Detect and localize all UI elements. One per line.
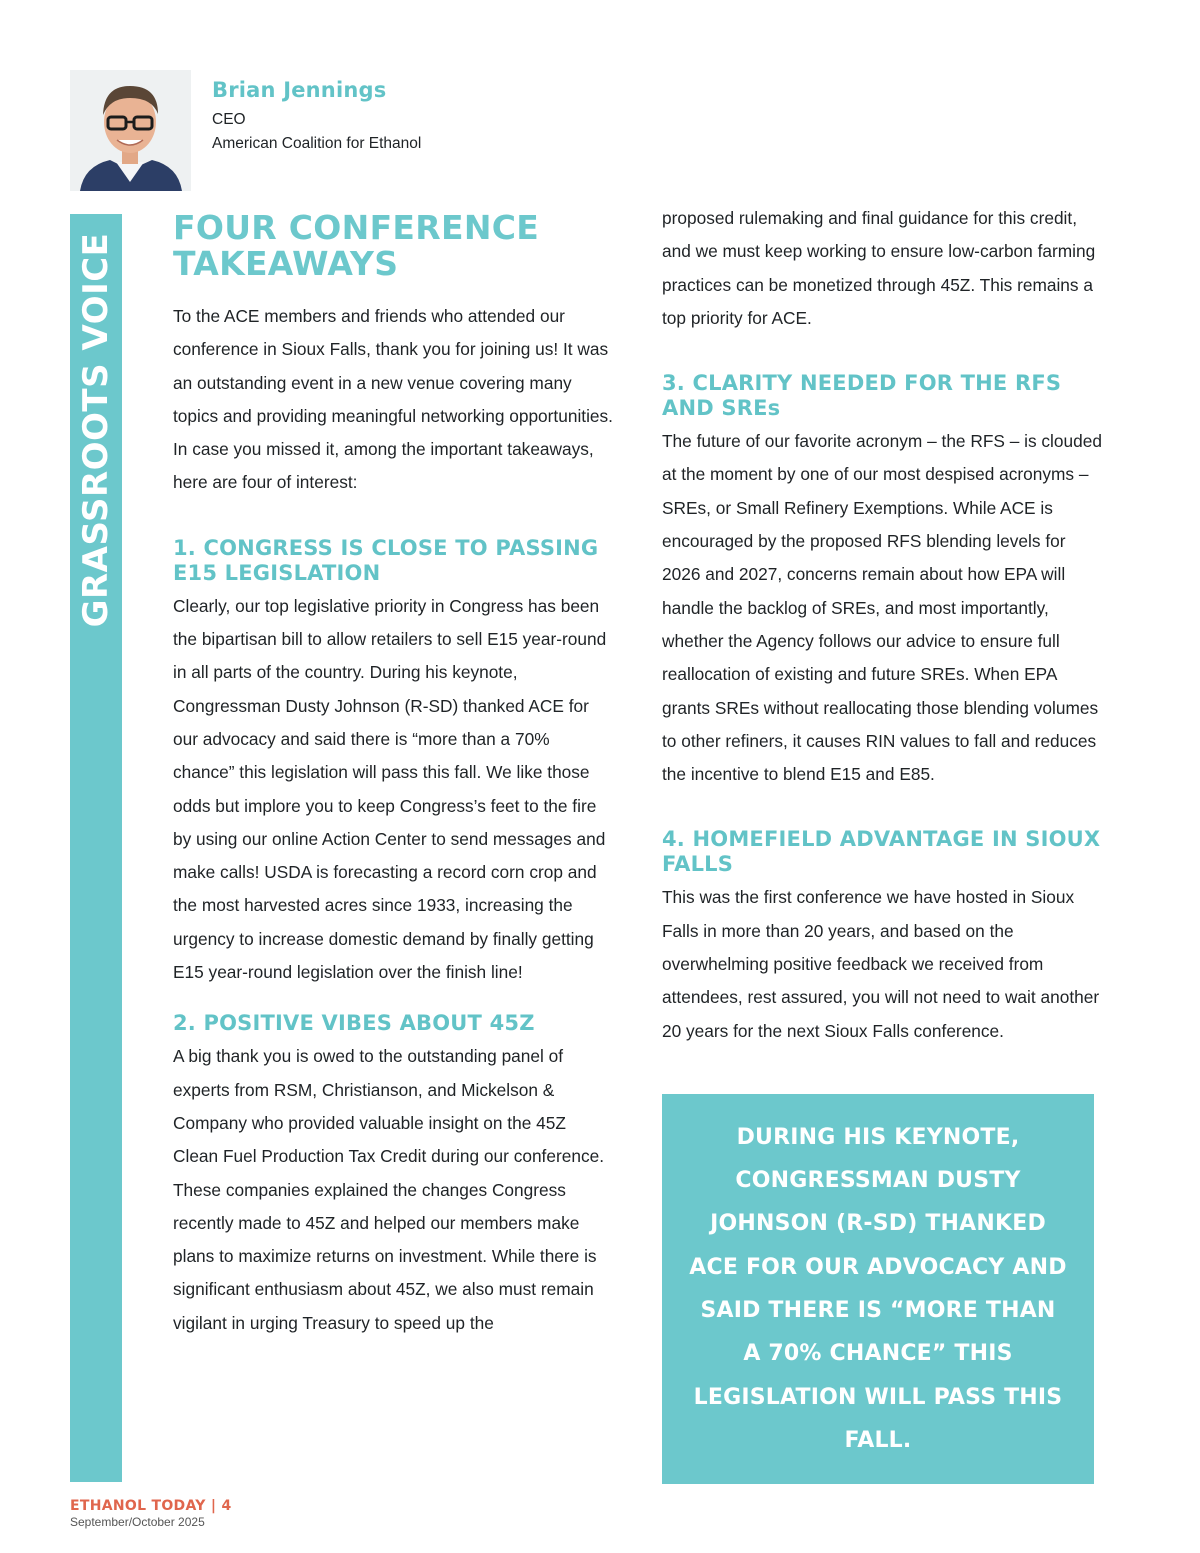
section-body-2: A big thank you is owed to the outstanding panel of experts from RSM, Christianson, and Mickelson & Company who provided valuable insight on the 45Z Clean Fuel Production Tax Credit during our conference. These companies explained the changes Congress recently made to 45Z and helped our members make plans to maximize returns on investment. While there is significant enthusiasm about 45Z, we also must remain vigilant in urging Treasury to speed up the bbox=[173, 1046, 604, 1333]
section-heading-2: 2. POSITIVE VIBES ABOUT 45Z bbox=[173, 1011, 535, 1036]
page-footer bbox=[70, 1498, 232, 1529]
author-portrait-illustration bbox=[70, 70, 191, 191]
author-name: Brian Jennings bbox=[212, 78, 387, 102]
section-body-2-continued: proposed rulemaking and final guidance for this credit, and we must keep working to ensure low-carbon farming practices can be monetized through 45Z. This remains a top priority for ACE. bbox=[662, 208, 1096, 328]
author-block bbox=[212, 78, 421, 156]
section-body-1: Clearly, our top legislative priority in Congress has been the bipartisan bill to allow retailers to sell E15 year-round in all parts of the country. During his keynote, Congressman Dusty Johnson (R-SD) thanked ACE for our advocacy and said there is “more than a 70% chance” this legislation will pass this fall. We like those odds but implore you to keep Congress’s feet to the fire by using our online Action Center to send messages and make calls! USDA is forecasting a record corn crop and the most harvested acres since 1933, increasing the urgency to increase domestic demand by finally getting E15 year-round legislation over the finish line! bbox=[173, 595, 607, 983]
article-column-left bbox=[173, 210, 613, 1340]
section-body-3: The future of our favorite acronym – the RFS – is clouded at the moment by one of our most despised acronyms – SREs, or Small Refinery Exemptions. While ACE is encouraged by the proposed RFS blending levels for 2026 and 2027, concerns remain about how EPA will handle the backlog of SREs, and most importantly, whether the Agency follows our advice to ensure full reallocation of existing and future SREs. When EPA grants SREs without reallocating those blending volumes to other refiners, it causes RIN values to fall and reduces the incentive to blend E15 and E85. bbox=[662, 431, 1102, 785]
section-heading-4: 4. HOMEFIELD ADVANTAGE IN SIOUX FALLS bbox=[662, 827, 1101, 877]
section-body-4: This was the first conference we have hosted in Sioux Falls in more than 20 years, and based on the overwhelming positive feedback we received from attendees, rest assured, you will not need to wait another 20 years for the next Sioux Falls conference. bbox=[662, 887, 1100, 1041]
pull-quote-box bbox=[662, 1094, 1094, 1484]
article-intro: To the ACE members and friends who attended our conference in Sioux Falls, thank you for joining us! It was an outstanding event in a new venue covering many topics and providing meaningful networking opportunities. In case you missed it, among the important takeaways, here are four of interest: bbox=[173, 306, 613, 493]
author-photo bbox=[70, 70, 191, 191]
author-title: CEO bbox=[212, 111, 246, 128]
section-heading-1: 1. CONGRESS IS CLOSE TO PASSING E15 LEGISLATION bbox=[173, 535, 599, 585]
section-sidebar-label: GRASSROOTS VOICE bbox=[76, 232, 116, 628]
section-heading-3: 3. CLARITY NEEDED FOR THE RFS AND SREs bbox=[662, 371, 1062, 421]
author-organization: American Coalition for Ethanol bbox=[212, 135, 422, 152]
article-title: FOUR CONFERENCE TAKEAWAYS bbox=[173, 208, 540, 283]
footer-publication: ETHANOL TODAY | 4 bbox=[70, 1498, 232, 1514]
footer-issue-date: September/October 2025 bbox=[70, 1515, 205, 1529]
pull-quote-text: DURING HIS KEYNOTE, CONGRESSMAN DUSTY JOHNSON (R-SD) THANKED ACE FOR OUR ADVOCACY AND SAID THERE IS “MORE THAN A 70% CHANCE” THIS LEGISLATION WILL PASS THIS FALL. bbox=[689, 1124, 1067, 1453]
article-column-right bbox=[662, 202, 1102, 1048]
